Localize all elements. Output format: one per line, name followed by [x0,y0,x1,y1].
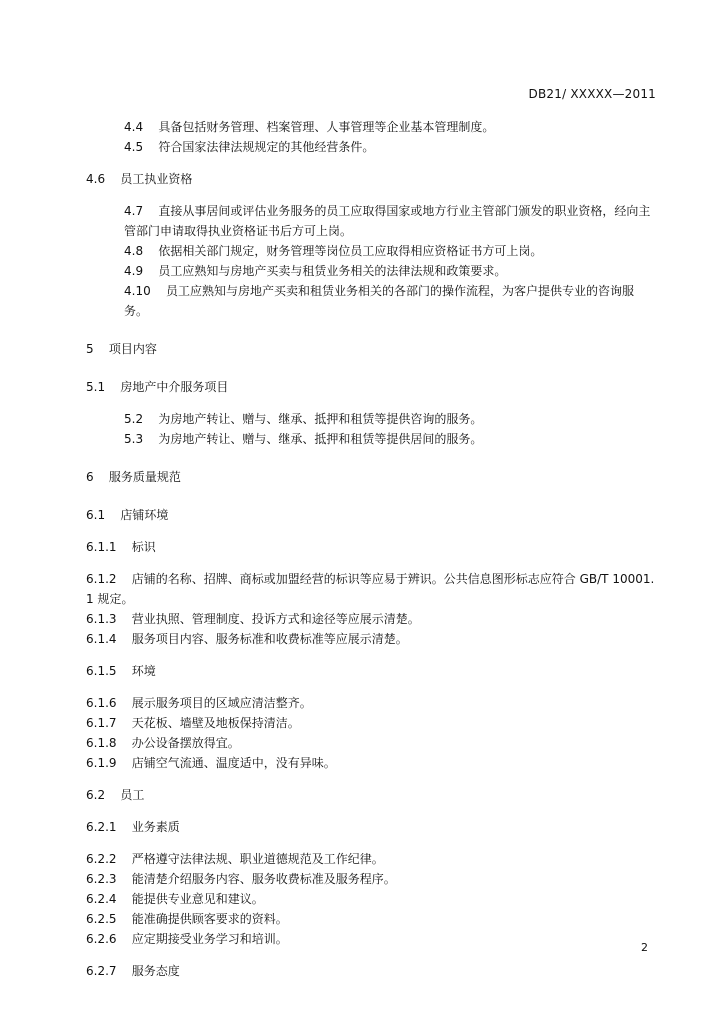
clause-4-7: 4.7 直接从事居间或评估业务服务的员工应取得国家或地方行业主管部门颁发的职业资格，经向主管部门申请取得执业资格证书后方可上岗。 [124,204,651,238]
clause-6-1-3: 6.1.3 营业执照、管理制度、投诉方式和途径等应展示清楚。 [86,612,420,626]
clause-6-1-2: 6.1.2 店铺的名称、招牌、商标或加盟经营的标识等应易于辨识。公共信息图形标志应符合 GB/T 10001.1 规定。 [86,572,655,606]
heading-6-2-1: 6.2.1 业务素质 [86,820,180,834]
clause-4-8: 4.8 依据相关部门规定，财务管理等岗位员工应取得相应资格证书方可上岗。 [124,244,543,258]
clause-5-2: 5.2 为房地产转让、赠与、继承、抵押和租赁等提供咨询的服务。 [124,412,483,426]
heading-6-1: 6.1 店铺环境 [86,508,169,522]
heading-6-2-7: 6.2.7 服务态度 [86,964,180,978]
clause-4-10: 4.10 员工应熟知与房地产买卖和租赁业务相关的各部门的操作流程，为客户提供专业的咨询服务。 [124,284,634,318]
document-body [86,117,656,981]
heading-6-1-5: 6.1.5 环境 [86,664,156,678]
heading-6: 6 服务质量规范 [86,470,181,484]
document-code-header: DB21/ XXXXX—2011 [528,87,656,101]
heading-6-2: 6.2 员工 [86,788,145,802]
clause-4-9: 4.9 员工应熟知与房地产买卖与租赁业务相关的法律法规和政策要求。 [124,264,507,278]
clause-6-1-8: 6.1.8 办公设备摆放得宜。 [86,736,240,750]
clause-6-2-3: 6.2.3 能清楚介绍服务内容、服务收费标准及服务程序。 [86,872,396,886]
heading-4-6: 4.6 员工执业资格 [86,172,193,186]
page-number: 2 [641,941,648,954]
clause-4-5: 4.5 符合国家法律法规规定的其他经营条件。 [124,140,375,154]
clause-6-2-4: 6.2.4 能提供专业意见和建议。 [86,892,264,906]
heading-5-1: 5.1 房地产中介服务项目 [86,380,229,394]
clause-5-3: 5.3 为房地产转让、赠与、继承、抵押和租赁等提供居间的服务。 [124,432,483,446]
clause-6-2-6: 6.2.6 应定期接受业务学习和培训。 [86,932,288,946]
clause-6-2-5: 6.2.5 能准确提供顾客要求的资料。 [86,912,288,926]
clause-6-1-7: 6.1.7 天花板、墙壁及地板保持清洁。 [86,716,300,730]
clause-6-1-9: 6.1.9 店铺空气流通、温度适中，没有异味。 [86,756,336,770]
heading-5: 5 项目内容 [86,342,157,356]
clause-6-1-4: 6.1.4 服务项目内容、服务标准和收费标准等应展示清楚。 [86,632,408,646]
clause-6-2-2: 6.2.2 严格遵守法律法规、职业道德规范及工作纪律。 [86,852,384,866]
clause-6-1-6: 6.1.6 展示服务项目的区域应清洁整齐。 [86,696,312,710]
heading-6-1-1: 6.1.1 标识 [86,540,156,554]
clause-4-4: 4.4 具备包括财务管理、档案管理、人事管理等企业基本管理制度。 [124,120,495,134]
